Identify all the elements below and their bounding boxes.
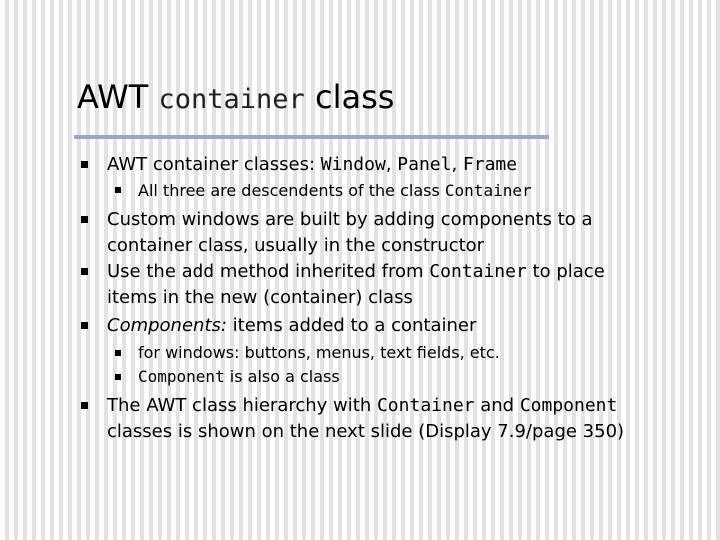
bullet-class-hierarchy: The AWT class hierarchy with Container and Component classes is shown on the next slide (Display 7.9/page 350)	[107, 395, 625, 442]
slide-title: AWT container class	[77, 78, 395, 116]
bullet-marker	[81, 268, 88, 275]
bullet-marker	[81, 322, 88, 329]
bullet-awt-container-classes: AWT container classes: Window, Panel, Frame	[107, 154, 518, 175]
sub-bullet-marker	[115, 350, 121, 356]
sub-bullet-for-windows: for windows: buttons, menus, text fields, etc.	[138, 343, 500, 362]
sub-bullet-descendents: All three are descendents of the class Container	[138, 181, 532, 200]
title-underline	[74, 135, 549, 139]
bullet-custom-windows: Custom windows are built by adding components to a container class, usually in the constructor	[107, 209, 593, 256]
bullet-marker	[81, 402, 88, 409]
bullet-components: Components: items added to a container	[107, 315, 477, 336]
bullet-marker	[81, 161, 88, 168]
sub-bullet-marker	[115, 187, 121, 193]
sub-bullet-marker	[115, 374, 121, 380]
bullet-add-method: Use the add method inherited from Container to place items in the new (container) class	[107, 261, 605, 308]
sub-bullet-component-class: Component is also a class	[138, 367, 340, 386]
bullet-marker	[81, 216, 88, 223]
